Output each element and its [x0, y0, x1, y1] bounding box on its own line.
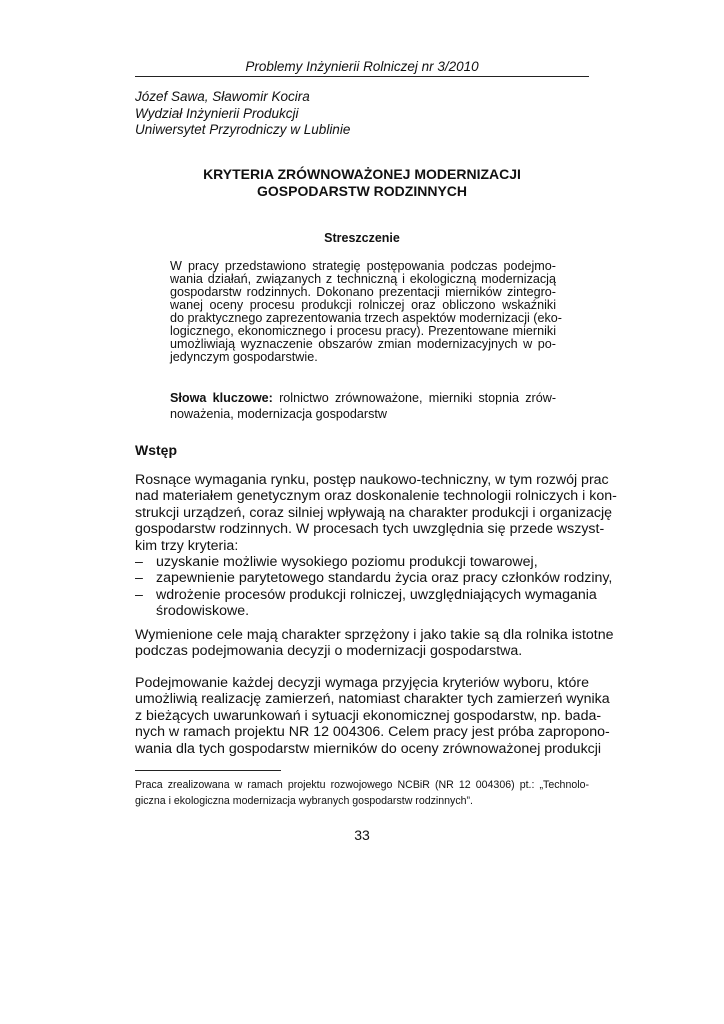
list-item	[135, 554, 589, 570]
author-department: Wydział Inżynierii Produkcji	[135, 105, 299, 121]
footnote-line: Praca zrealizowana w ramach projektu rozwojowego NCBiR (NR 12 004306) pt.: „Technolo-	[135, 779, 589, 791]
abstract-line: logicznego, ekonomicznego i procesu pracy). Prezentowane mierniki	[170, 324, 556, 338]
body-line: Wymienione cele mają charakter sprzężony i jako takie są dla rolnika istotne	[135, 627, 614, 643]
footnote-line: giczna i ekologiczna modernizacja wybranych gospodarstw rodzinnych”.	[135, 795, 473, 807]
abstract-heading: Streszczenie	[324, 231, 400, 245]
abstract-line: wania działań, związanych z techniczną i ekologiczną modernizacją	[170, 272, 556, 286]
keywords-line	[170, 391, 556, 407]
body-line: z bieżących uwarunkowań i sytuacji ekonomicznej gospodarstw, np. bada-	[135, 707, 602, 724]
list-item-text: uzyskanie możliwie wysokiego poziomu produkcji towarowej,	[156, 554, 538, 571]
section-heading: Wstęp	[135, 442, 177, 458]
list-dash: –	[135, 554, 143, 571]
list-item-text: środowiskowe.	[156, 603, 250, 620]
footnote	[135, 777, 589, 809]
body-line: kim trzy kryteria:	[135, 537, 239, 554]
list-dash: –	[135, 586, 143, 603]
list-dash: –	[135, 570, 143, 587]
list-item	[135, 570, 613, 587]
header-rule	[135, 76, 589, 77]
keywords-line: noważenia, modernizacja gospodarstw	[170, 406, 388, 421]
body-line: nad materiałem genetycznym oraz doskonalenie technologii rolniczych i kon-	[135, 488, 617, 505]
keywords-text: rolnictwo zrównoważone, mierniki stopnia zrów-	[272, 391, 557, 405]
paragraph-intro	[135, 472, 617, 620]
abstract-line: do praktycznego zaprezentowania trzech aspektów modernizacji (eko-	[170, 311, 563, 325]
keywords	[170, 391, 556, 422]
abstract-line: wanej oceny procesu produkcji rolniczej oraz obliczono wskaźniki	[170, 298, 556, 312]
body-line: wania dla tych gospodarstw mierników do oceny zrównoważonej produkcji	[135, 740, 602, 757]
running-header: Problemy Inżynierii Rolniczej nr 3/2010	[245, 59, 479, 74]
body-line: podczas podejmowania decyzji o modernizacji gospodarstwa.	[135, 643, 523, 660]
body-line: Podejmowanie każdej decyzji wymaga przyjęcia kryteriów wyboru, które	[135, 675, 589, 691]
authors-names: Józef Sawa, Sławomir Kocira	[135, 89, 310, 104]
body-line: Rosnące wymagania rynku, postęp naukowo-techniczny, w tym rozwój prac	[135, 472, 609, 488]
body-line: nych w ramach projektu NR 12 004306. Celem pracy jest próba zapropono-	[135, 724, 610, 741]
paragraph-goals	[135, 627, 614, 660]
keywords-label: Słowa kluczowe:	[170, 391, 273, 405]
body-line: umożliwią realizację zamierzeń, natomiast charakter tych zamierzeń wynika	[135, 691, 610, 708]
body-line: gospodarstw rodzinnych. W procesach tych uwzględnia się przede wszyst-	[135, 521, 605, 538]
author-block	[135, 89, 350, 139]
title-line: GOSPODARSTW RODZINNYCH	[257, 182, 467, 199]
paragraph-decisions	[135, 675, 610, 757]
list-item-text: wdrożenie procesów produkcji rolniczej, uwzględniających wymagania	[156, 586, 597, 603]
paper-title	[135, 166, 589, 199]
abstract-line: W pracy przedstawiono strategię postępowania podczas podejmo-	[170, 259, 556, 273]
page-number: 33	[354, 827, 370, 843]
abstract-line: gospodarstw rodzinnych. Dokonano prezentacji mierników zintegro-	[170, 285, 556, 299]
abstract	[170, 259, 563, 364]
abstract-line: umożliwiają wyznaczenie obszarów zmian modernizacyjnych w po-	[170, 337, 556, 351]
list-item-text: zapewnienie parytetowego standardu życia oraz pracy członków rodziny,	[156, 570, 613, 587]
list-item	[135, 586, 597, 620]
author-university: Uniwersytet Przyrodniczy w Lublinie	[135, 122, 351, 137]
title-line: KRYTERIA ZRÓWNOWAŻONEJ MODERNIZACJI	[203, 166, 521, 182]
abstract-line: jedynczym gospodarstwie.	[170, 350, 318, 364]
body-line: strukcji urządzeń, coraz silniej wpływają na charakter produkcji i organizację	[135, 504, 613, 521]
footnote-rule	[135, 770, 281, 771]
